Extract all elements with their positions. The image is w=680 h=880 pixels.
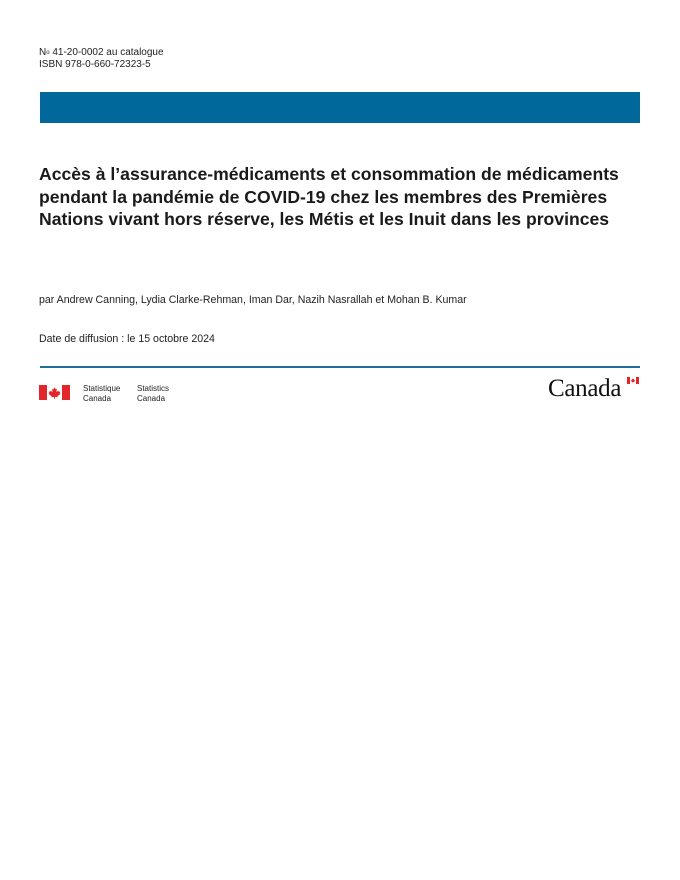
catalogue-info — [39, 47, 164, 71]
signature-french-line-1: Statistique — [83, 384, 121, 393]
signature-english-line-2: Canada — [137, 393, 166, 403]
header-banner — [40, 92, 640, 123]
signature-english-line-1: Statistics — [137, 384, 170, 393]
signature-french — [83, 384, 120, 403]
release-date: Date de diffusion : le 15 octobre 2024 — [39, 333, 215, 345]
canada-flag-icon — [39, 385, 70, 400]
isbn: ISBN 978-0-660-72323-5 — [39, 59, 151, 70]
signature-french-line-2: Canada — [83, 393, 112, 403]
publication-title: Accès à l’assurance-médicaments et consommation de médicaments pendant la pandémie de COVID-19 chez les membres des Premières Nations vivant hors réserve, les Métis et les Inuit dans les provinces — [39, 164, 619, 229]
canada-wordmark — [548, 376, 642, 402]
catalogue-number: $N^o$ 41-20-0002 au catalogue — [39, 47, 164, 58]
canada-wordmark-text: Canada — [548, 375, 622, 402]
wordmark-flag-icon — [627, 377, 639, 384]
signature-english — [137, 384, 169, 403]
divider-rule — [40, 366, 640, 368]
authors: par Andrew Canning, Lydia Clarke-Rehman, Iman Dar, Nazih Nasrallah et Mohan B. Kumar — [39, 294, 467, 306]
